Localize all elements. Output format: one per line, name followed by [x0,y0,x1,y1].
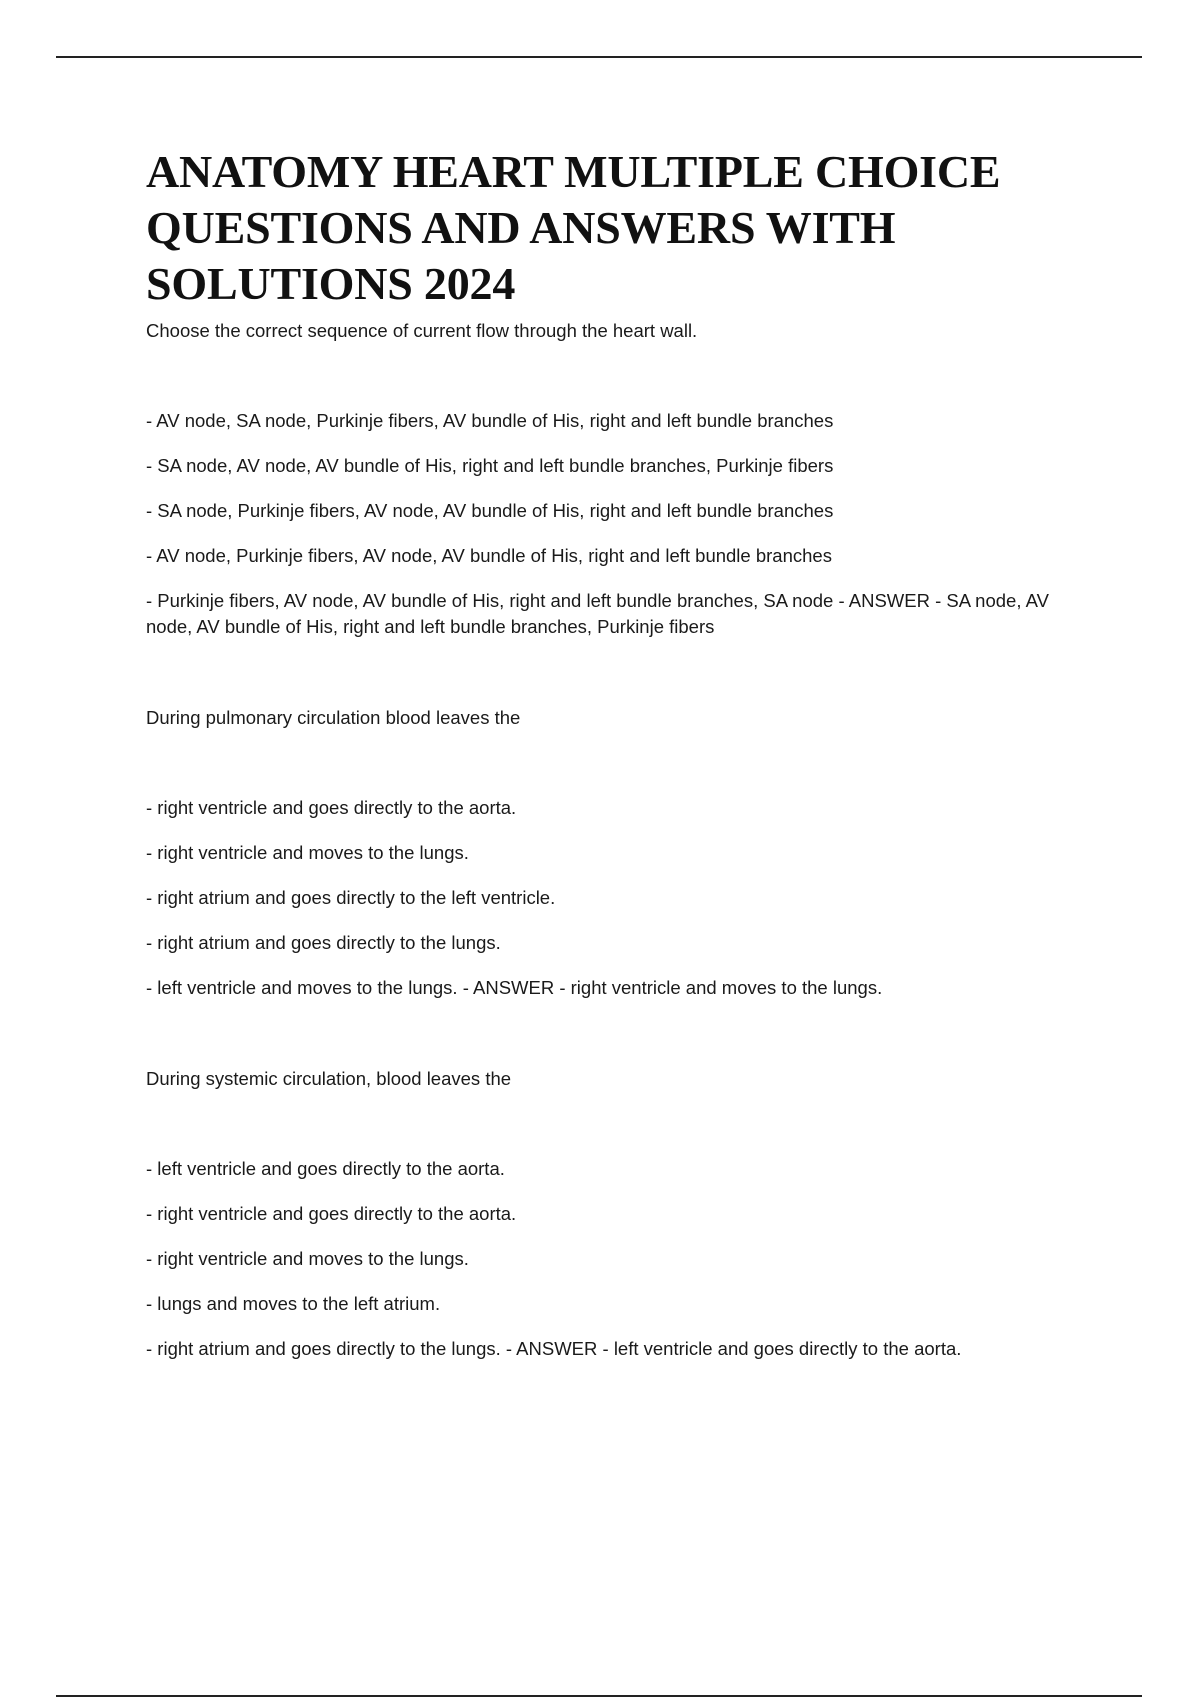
answer-option: - right atrium and goes directly to the left ventricle. [146,887,556,908]
answer-option: - SA node, Purkinje fibers, AV node, AV bundle of His, right and left bundle branches [146,500,834,521]
answer-options [146,408,1066,640]
answer-option: - right ventricle and goes directly to the aorta. [146,797,517,818]
answer-option: - lungs and moves to the left atrium. [146,1293,441,1314]
question-prompt: During pulmonary circulation blood leaves the [146,707,521,728]
bottom-rule [56,1695,1142,1697]
answer-option: - right ventricle and moves to the lungs. [146,1248,469,1269]
spacer [146,1020,1066,1066]
question-2 [146,705,1066,1001]
answer-option-with-answer: - Purkinje fibers, AV node, AV bundle of His, right and left bundle branches, SA node - ANSWER - SA node, AV node, AV bundle of His, right and left bundle branches, Purkinje fibers [146,590,1049,637]
answer-option: - AV node, Purkinje fibers, AV node, AV bundle of His, right and left bundle branches [146,545,832,566]
question-prompt: Choose the correct sequence of current flow through the heart wall. [146,320,698,341]
answer-option: - AV node, SA node, Purkinje fibers, AV bundle of His, right and left bundle branches [146,410,834,431]
top-rule [56,56,1142,58]
question-prompt: During systemic circulation, blood leaves the [146,1068,512,1089]
document-body [146,144,1066,1381]
answer-option: - left ventricle and goes directly to the aorta. [146,1158,505,1179]
document-title: ANATOMY HEART MULTIPLE CHOICE QUESTIONS AND ANSWERS WITH SOLUTIONS 2024 [146,146,1001,309]
answer-option-with-answer: - left ventricle and moves to the lungs. - ANSWER - right ventricle and moves to the lungs. [146,977,883,998]
answer-option: - right atrium and goes directly to the lungs. [146,932,501,953]
answer-option: - right ventricle and goes directly to the aorta. [146,1203,517,1224]
answer-options [146,795,1066,1001]
question-3 [146,1066,1066,1362]
question-1 [146,318,1066,640]
answer-option: - right ventricle and moves to the lungs. [146,842,469,863]
answer-option: - SA node, AV node, AV bundle of His, right and left bundle branches, Purkinje fibers [146,455,834,476]
answer-option-with-answer: - right atrium and goes directly to the lungs. - ANSWER - left ventricle and goes directly to the aorta. [146,1338,962,1359]
spacer [146,659,1066,705]
answer-options [146,1156,1066,1362]
